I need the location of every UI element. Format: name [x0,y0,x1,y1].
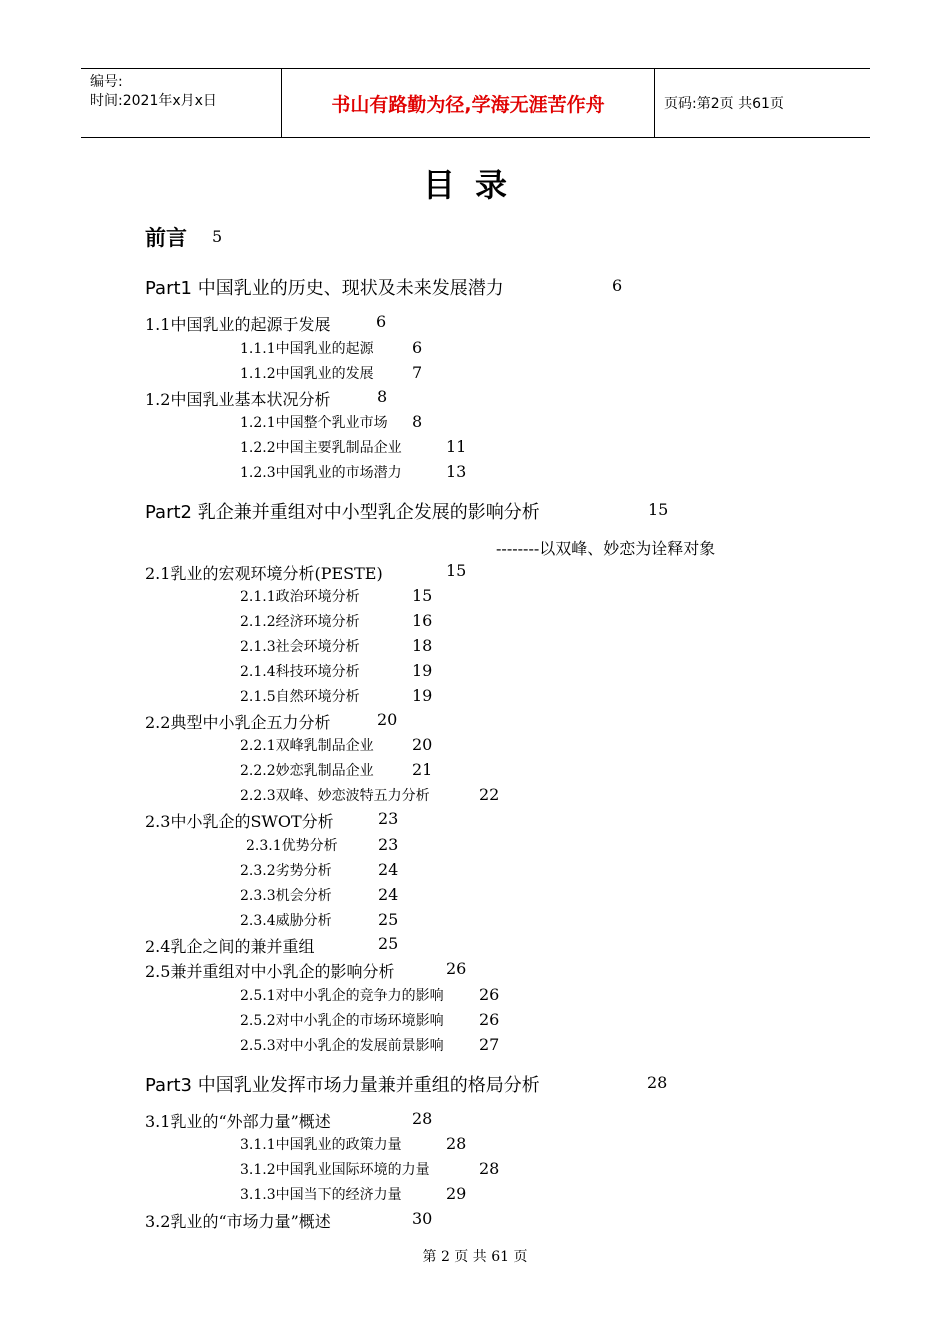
toc-entry-title: 1.1中国乳业的起源于发展 [145,315,331,334]
toc-entry-page: 7 [412,363,423,382]
toc-entry-page: 15 [446,561,467,580]
toc-entry-title: 1.2中国乳业基本状况分析 [145,390,331,409]
toc-entry-page: 25 [378,934,399,953]
toc-entry-title: 2.2典型中小乳企五力分析 [145,713,331,732]
toc-entry-title: 2.3.4威胁分析 [240,913,332,929]
toc-entry-title: 2.3.3机会分析 [240,888,332,904]
toc-entry-page: 6 [412,338,423,357]
toc-entry-page: 6 [612,276,623,295]
toc-entry-page: 23 [378,809,399,828]
toc-entry-page: 11 [446,437,467,456]
toc-entry-page: 6 [376,312,387,331]
toc-entry-page: 21 [412,760,433,779]
toc-entry-page: 13 [446,462,467,481]
toc-entry-page: 20 [412,735,433,754]
toc-entry-page: 22 [479,785,500,804]
toc-entry-title: Part1 中国乳业的历史、现状及未来发展潜力 [145,278,504,299]
toc-entry-title: Part2 乳企兼并重组对中小型乳企发展的影响分析 [145,502,540,523]
toc-entry-page: 20 [377,710,398,729]
header-page-info: 页码:第2页 共61页 [664,96,784,112]
toc-entry-title: 2.5.2对中小乳企的市场环境影响 [240,1013,444,1029]
toc-entry-title: 2.2.2妙恋乳制品企业 [240,763,374,779]
toc-entry-page: 19 [412,686,433,705]
toc-entry-title: 3.1乳业的“外部力量”概述 [145,1112,331,1131]
toc-entry-page: 29 [446,1184,467,1203]
toc-entry-title: 2.5.3对中小乳企的发展前景影响 [240,1038,444,1054]
toc-entry-title: 2.5兼并重组对中小乳企的影响分析 [145,962,395,981]
toc-entry-title: 3.1.2中国乳业国际环境的力量 [240,1162,430,1178]
toc-entry-title: 1.1.2中国乳业的发展 [240,366,374,382]
toc-entry-page: 24 [378,860,399,879]
toc-entry-title: 1.2.1中国整个乳业市场 [240,415,388,431]
toc-entry-title: 2.1.4科技环境分析 [240,664,360,680]
toc-entry-title: 2.1乳业的宏观环境分析(PESTE) [145,564,383,583]
toc-entry-title: 2.3.1优势分析 [246,838,338,854]
toc-entry-page: 26 [446,959,467,978]
toc-entry-page: 23 [378,835,399,854]
toc-entry-title: 前言 [145,226,187,250]
toc-entry-page: 8 [377,387,388,406]
toc-entry-title: 2.3.2劣势分析 [240,863,332,879]
toc-entry-page: 8 [412,412,423,431]
toc-entry-page: 28 [412,1109,433,1128]
toc-entry-title: 2.3中小乳企的SWOT分析 [145,812,334,831]
toc-entry-title: 2.1.5自然环境分析 [240,689,360,705]
toc-entry-title: 3.2乳业的“市场力量”概述 [145,1212,331,1231]
toc-entry-page: 24 [378,885,399,904]
toc-entry-title: 3.1.1中国乳业的政策力量 [240,1137,402,1153]
toc-entry-page: 30 [412,1209,433,1228]
toc-entry-title: 2.1.3社会环境分析 [240,639,360,655]
toc-entry-title: 1.2.3中国乳业的市场潜力 [240,465,402,481]
toc-entry-title: Part3 中国乳业发挥市场力量兼并重组的格局分析 [145,1075,540,1096]
toc-entry-title: 2.2.1双峰乳制品企业 [240,738,374,754]
toc-entry-title: 3.1.3中国当下的经济力量 [240,1187,402,1203]
toc-entry-title: 2.2.3双峰、妙恋波特五力分析 [240,788,430,804]
toc-entry-page: 5 [212,227,223,246]
toc-entry-title: 2.1.2经济环境分析 [240,614,360,630]
toc-entry-page: 15 [412,586,433,605]
toc-entry-page: 26 [479,985,500,1004]
toc-entry-page: 28 [479,1159,500,1178]
toc-entry-title: 2.5.1对中小乳企的竞争力的影响 [240,988,444,1004]
toc-entry-page: 19 [412,661,433,680]
toc-entry-page: 28 [446,1134,467,1153]
toc-entry-title: 1.1.1中国乳业的起源 [240,341,374,357]
toc-entry-title: 1.2.2中国主要乳制品企业 [240,440,402,456]
toc-entry-page: 18 [412,636,433,655]
toc-entry-page: 26 [479,1010,500,1029]
toc-entry-page: 25 [378,910,399,929]
page-footer: 第 2 页 共 61 页 [422,1249,528,1265]
date-label: 时间:2021年x月x日 [90,93,217,109]
number-label: 编号: [90,74,123,90]
toc-entry-title: 2.1.1政治环境分析 [240,589,360,605]
toc-entry-page: 15 [648,500,669,519]
toc-entry-page: 27 [479,1035,500,1054]
toc-entry-page: 28 [647,1073,668,1092]
toc-entry-page: 16 [412,611,433,630]
toc-entry-title: 2.4乳企之间的兼并重组 [145,937,315,956]
header-motto: 书山有路勤为径,学海无涯苦作舟 [281,69,655,137]
page-title: 目录 [422,166,527,204]
toc-entry-title: --------以双峰、妙恋为诠释对象 [496,539,716,558]
